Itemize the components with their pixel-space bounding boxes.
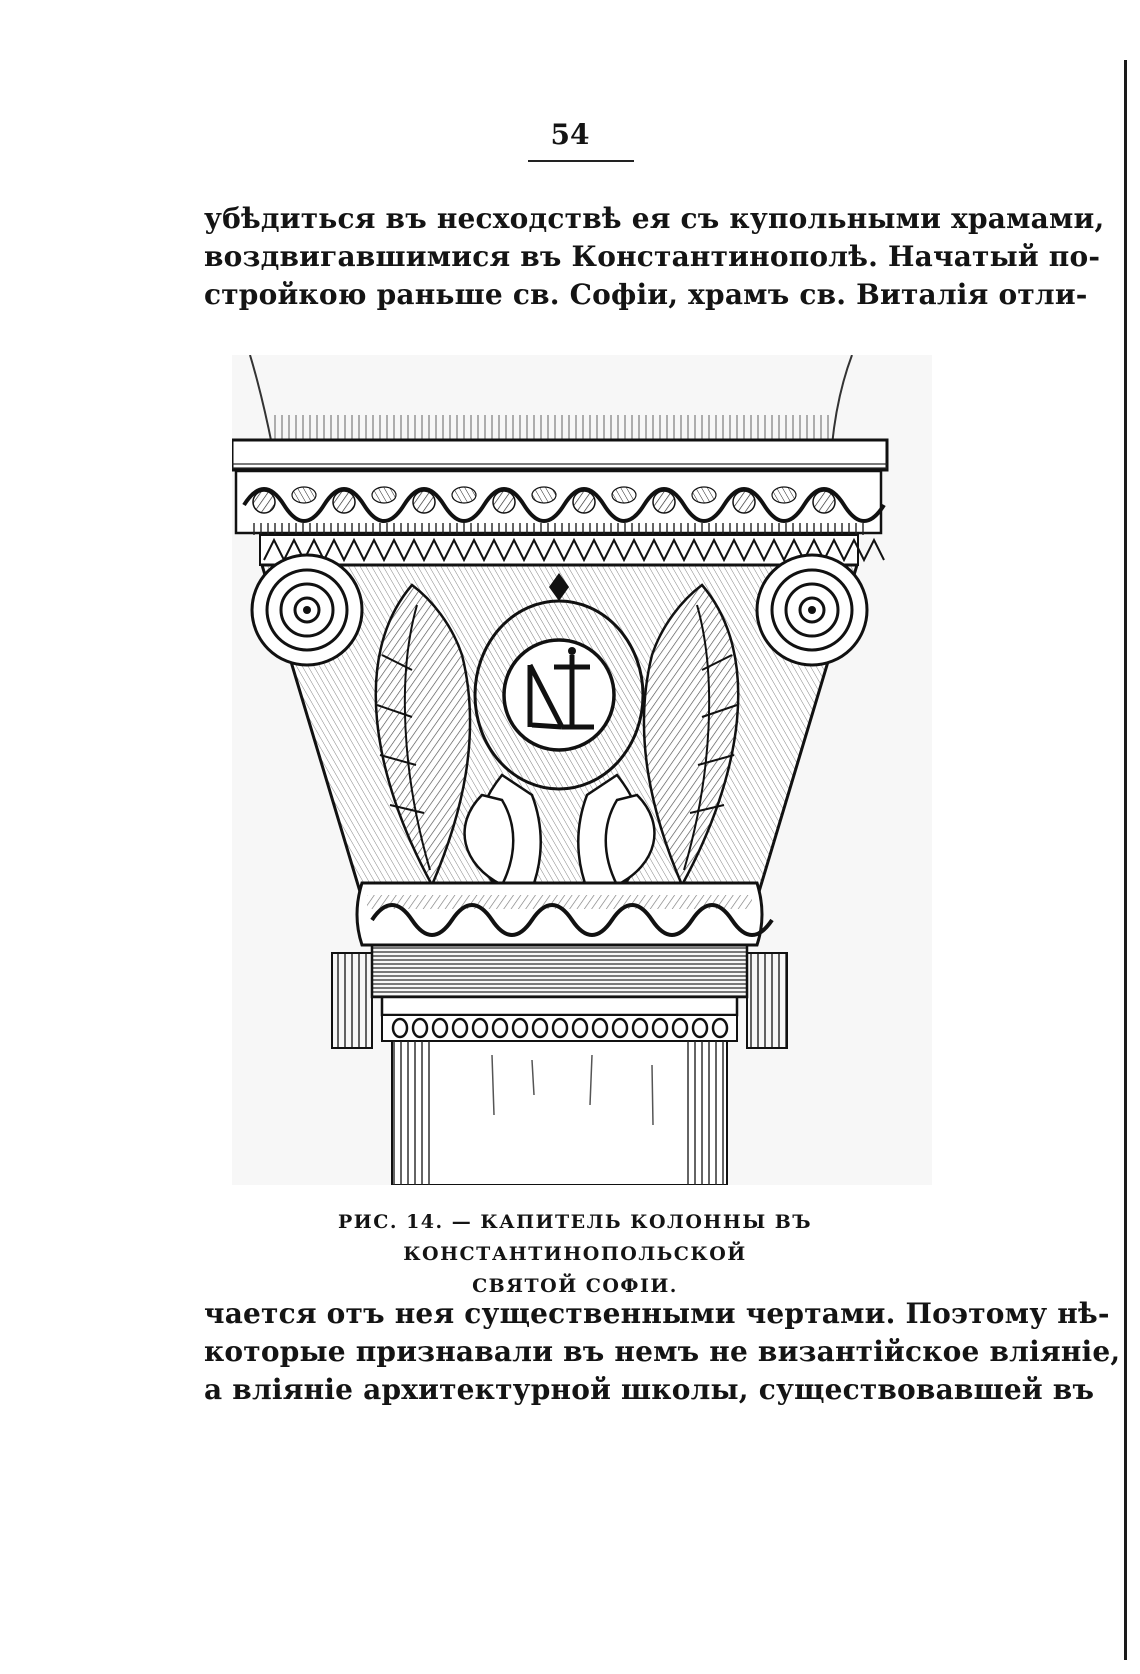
monogram-medallion-icon bbox=[475, 601, 643, 789]
page-edge-line bbox=[1124, 60, 1127, 1660]
volute-right-icon bbox=[757, 555, 867, 665]
caption-line: РИС. 14. — КАПИТЕЛЬ КОЛОННЫ ВЪ КОНСТАНТИНОПОЛЬСКОЙ bbox=[337, 1211, 812, 1265]
text-line: а вліяніе архитектурной школы, существовавшей въ bbox=[204, 1373, 1095, 1406]
text-line: чается отъ нея существенными чертами. Поэтому нѣ- bbox=[204, 1297, 1110, 1330]
volute-left-icon bbox=[252, 555, 362, 665]
figure-caption bbox=[200, 1206, 950, 1302]
page-number-rule bbox=[528, 160, 634, 162]
page-number: 54 bbox=[550, 118, 590, 151]
text-line: стройкою раньше св. Софіи, храмъ св. Виталія отли- bbox=[204, 278, 1088, 311]
text-line: которые признавали въ немъ не византійское вліяніе, bbox=[204, 1335, 1121, 1368]
body-text-bottom bbox=[204, 1295, 1121, 1409]
body-text-top bbox=[204, 200, 1105, 314]
caption-line: СВЯТОЙ СОФІИ. bbox=[472, 1275, 678, 1297]
column-capital-figure bbox=[232, 355, 932, 1185]
column-capital-engraving-icon bbox=[232, 355, 932, 1185]
text-line: убѣдиться въ несходствѣ ея съ купольными храмами, bbox=[204, 202, 1105, 235]
text-line: воздвигавшимися въ Константинополѣ. Начатый по- bbox=[204, 240, 1101, 273]
